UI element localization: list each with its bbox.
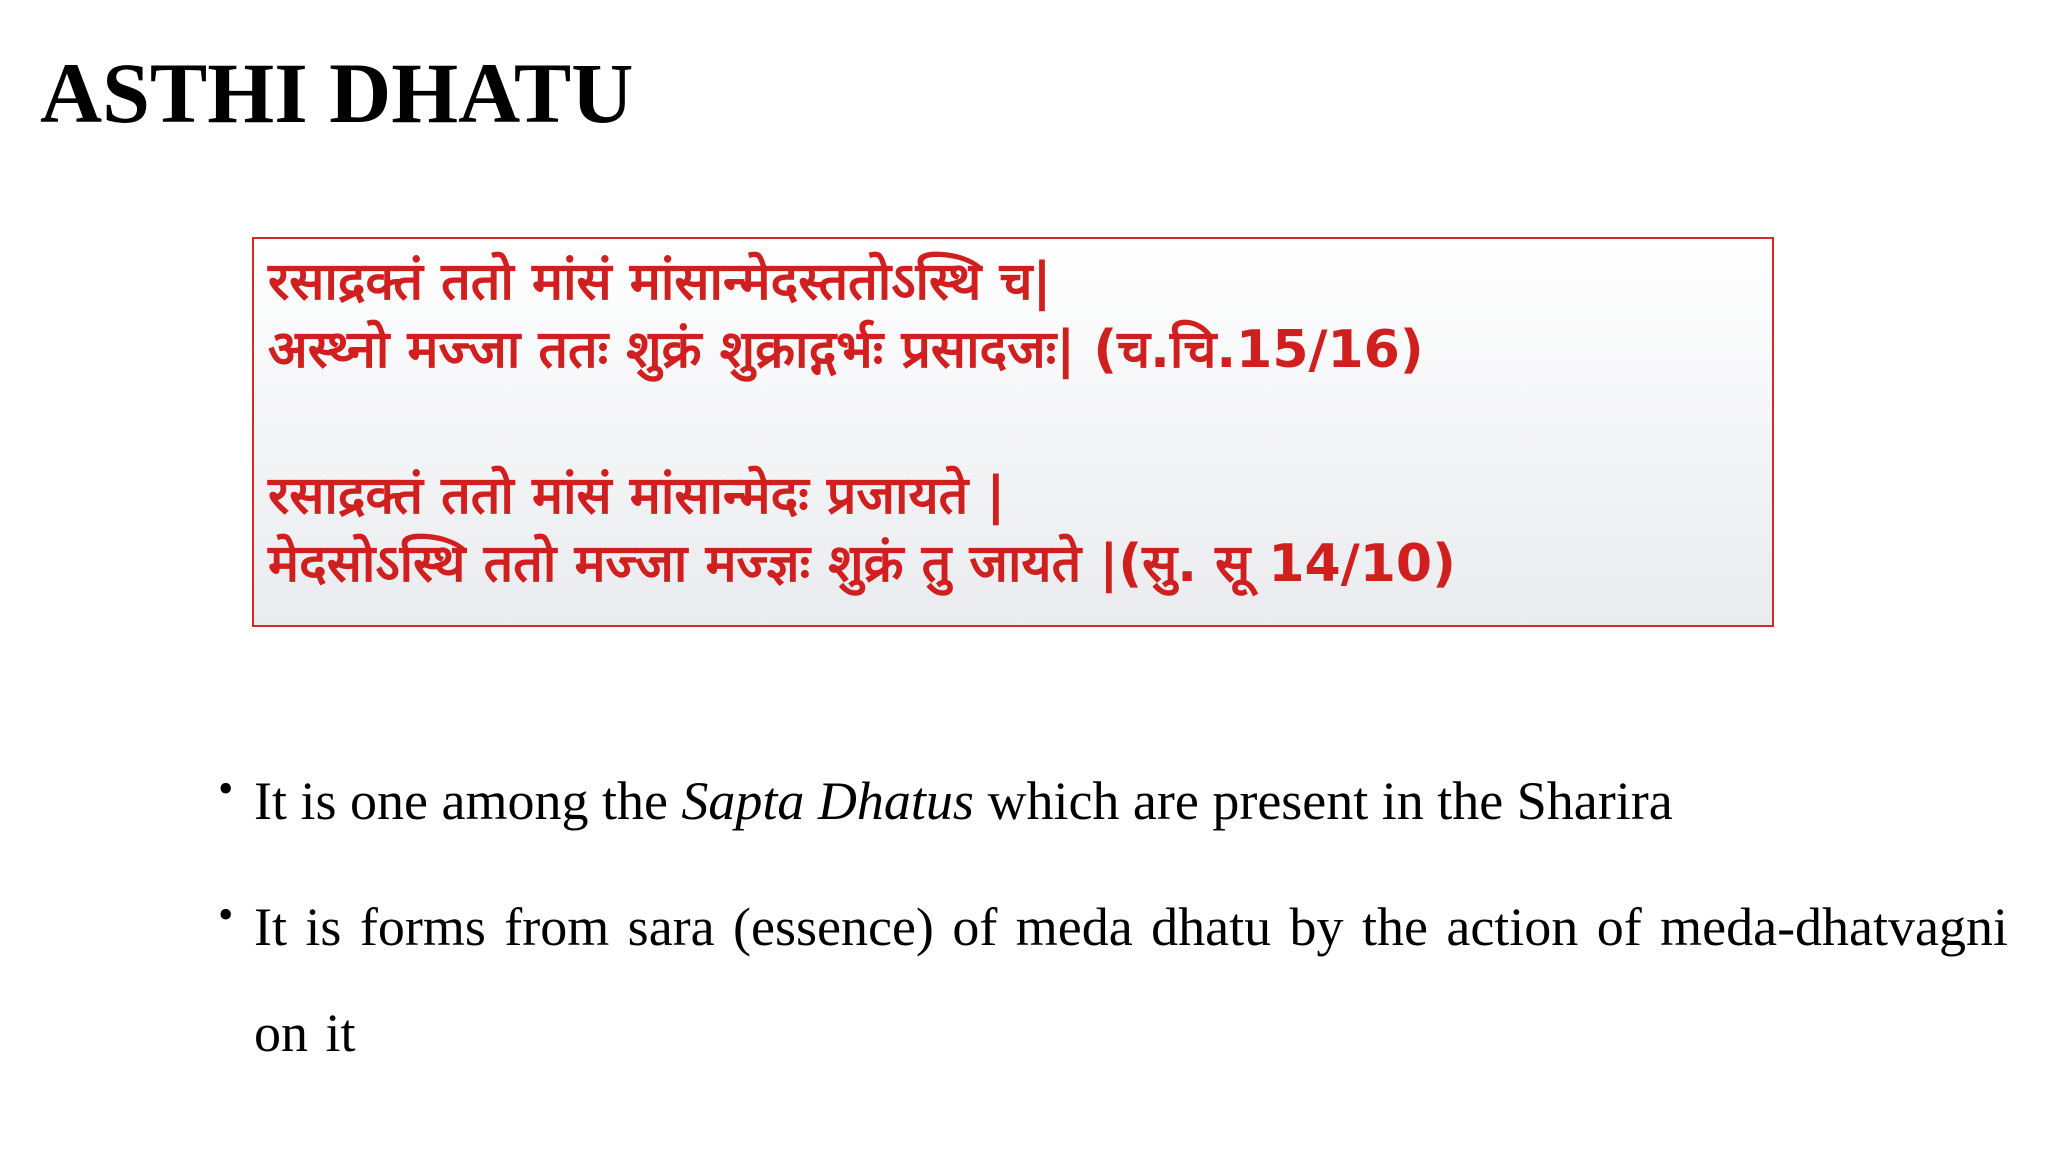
slide-title: ASTHI DHATU xyxy=(40,45,634,141)
verse-line: रसाद्रक्तं ततो मांसं मांसान्मेदस्ततोऽस्थि च| xyxy=(268,252,1052,312)
bullet-marker: • xyxy=(218,890,234,939)
bullet-list xyxy=(218,748,2008,1086)
bullet-item xyxy=(218,748,2008,854)
verse-line: अस्थ्नो मज्जा ततः शुक्रं शुक्राद्गर्भः प्रसादजः| (च.चि.15/16) xyxy=(268,320,1424,380)
bullet-emphasis: Sapta Dhatus xyxy=(681,771,974,831)
bullet-text: which are present in the Sharira xyxy=(973,771,1673,831)
verse-line: मेदसोऽस्थि ततो मज्जा मज्ज्ञः शुक्रं तु जायते |(सु. सू 14/10) xyxy=(268,534,1456,594)
sanskrit-verse-image xyxy=(252,237,1774,627)
bullet-item xyxy=(218,874,2008,1086)
bullet-marker: • xyxy=(218,764,234,813)
verse-line: रसाद्रक्तं ततो मांसं मांसान्मेदः प्रजायते | xyxy=(268,466,1006,526)
bullet-text: It is one among the xyxy=(254,771,682,831)
bullet-text: It is forms from sara (essence) of meda dhatu by the action of meda-dhatvagni on it xyxy=(254,897,2008,1063)
